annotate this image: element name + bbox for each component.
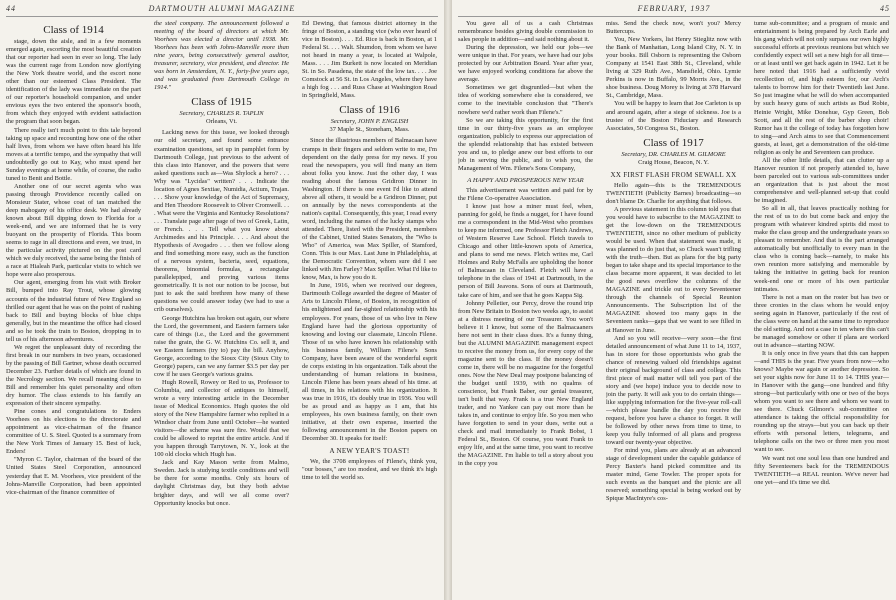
class-heading: Class of 1916 <box>339 104 400 117</box>
text-column <box>6 20 141 598</box>
paragraph: "Myron C. Taylor, chairman of the board of the United States Steel Corporation, announced yesterday that E. M. Voorhees, vice president of the Johns-Manville Corporation, had been appointed vice-chairman of the finance committee of <box>6 456 141 496</box>
class-secretary: Secretary, JOHN P. ENGLISH <box>330 118 409 126</box>
paragraph: It is only once in five years that this can happen—and THIS is the year. Five years from now—who knows? Maybe war again or another depression. So set your sights now for June 11 to 14. THIS year—in Hanover with the gang—one hundred and fifty strong—but particularly with one or two of the boys whom you want to see there and whom we want to see there. Chuck Gilmore's sub-committee on attendance is taking the official responsibility for rounding up the strays—but you can back up their efforts with personal letters, telegrams, and telephone calls on the two or three men you most want to see. <box>754 349 889 454</box>
paragraph: There really isn't much point to this tale beyond taking up space and recounting how one of the other half lives, from whom we have often heard his life moves at a terrific tempo, and the sympathy that will undoubtedly go out to Kay, who must spend her Sunday evenings at home while, of course, the radio tuned to Benit and Bottle. <box>6 126 141 182</box>
running-header <box>458 4 890 17</box>
text-column <box>302 20 437 598</box>
paragraph: For mind you, plans are already at an advanced stage of development under the capable guidance of Percy Baxter's hand picked committee and its master mind, Gene Towler. The proper spots for such events as the banquet and the picnic are all reserved; something special is being worked out by Spique MacIntyre's cos- <box>606 447 741 503</box>
paragraph: Another one of our secret agents who was passing through Providence recently called on Monsieur Stater, whose coat of tan matched the deep mahogany of his office desk. We had already known about Bill dipping down to Florida for a week-end, and we are informed that he is very buoyant on the prosperity of Florida. This boom seems to rage in all directions and even, we trust, in the particular activity pictured on the post card which we duly received, the same being the finish of a race at Hialeah Park, particular visits to which we hope were also prosperous. <box>6 182 141 279</box>
class-heading: Class of 1914 <box>43 24 104 36</box>
subheading: XX FIRST FLASH FROM SEWALL XX <box>610 170 737 179</box>
class-heading: Class of 1917 <box>643 136 704 149</box>
text-column <box>754 20 889 598</box>
page-number: 44 <box>6 4 16 13</box>
secretary-address: Orleans, Vt. <box>206 118 237 126</box>
paragraph: So we are taking this opportunity, for the first time in our thirty-five years as an employee organization, publicly to express our appreciation of the splendid relationship that has existed between you and us, to pledge anew our best efforts to our job in serving the public, and to wish you, the Management of Wm. Filene's Sons Company, <box>458 116 593 172</box>
class-secretary: Secretary, CHARLES R. TAPLIN <box>179 110 264 118</box>
paragraph: miss. Send the check now, won't you? Mercy Buttercups. <box>606 20 741 36</box>
paragraph: There is not a man on the roster but has two or three cronies in the class whom he would enjoy seeing again in Hanover, particularly if the rest of the class were on hand at the same time to reproduce the old setting. And not a case in ten where this can't be managed somehow or other if plans are worked out in advance—starting NOW. <box>754 293 889 349</box>
running-header <box>6 4 438 17</box>
paragraph: We regret the unpleasant duty of recording the first break in our numbers in two years, occasioned by the passing of Bill Gartner, whose death occurred December 23. Further details of which are found in the Necrology section. We recall meaning close to Bill and remember his quiet personality and often dry humor. The class extends to his family an expression of their sincere sympathy. <box>6 343 141 408</box>
paragraph: Ed Dewing, that famous district attorney in the fringe of Boston, a standing vice (who ever heard of vice in Boston). . . . Ed. Rice is back in Boston, at 1 Federal St. . . . Walt. Shumdon, from whom we have not heard in many a year, is located at Walpole, Mass. . . . Jim Burkett is now located on Meridian St. in So. Pasadena, the state of the low tax. . . . Joe Comstock at 56 St. in Los Angeles, where they have a high fog . . . and Russ Chase at Washington Road in Springfield, Mass. <box>302 20 437 100</box>
paragraph: stage, down the aisle, and in a few moments emerged again, escorting the most beautiful creation that our reporter had seen in ever so long. The lady was the current rage from London now glorifying the New York theatre world, and the escort none other than our esteemed Class President. The identification of the lady was immediate on the part of our reporter's household companion, and under envious eyes the two entered the sponsor's booth, from which they enjoyed with evident satisfaction the program that soon began. <box>6 38 141 126</box>
class-secretary: Secretary, DR. CHARLES M. GILMORE <box>621 150 726 158</box>
paragraph: All the other little details, that can clutter up a Hanover reunion if not properly attended to, have been parceled out to various sub-committees under an organization that is just about the most comprehensive and well-planned set-up that could be imagined. <box>754 156 889 205</box>
text-column <box>154 20 289 598</box>
paragraph: And so you will receive—very soon—the first detailed announcement of what June 11 to 14, 1937, has in store for those opportunists who grab the chance of renewing valued old friendships against their original background of class and college. This first piece of mail matter will tell you part of the story and (we hope) induce you to decide now to join the party. It will ask you to do certain things—like supplying information for the five-year roll-call—which please handle the day you receive the request, before you have a chance to forget. It will be followed by other news from time to time, to keep you fully informed of all plans and progress toward our twenty-year objective. <box>606 334 741 447</box>
paragraph: Lacking news for this issue, we looked through our old secretary, and found some entrance examination questions, set up in pamphlet form by Dartmouth College, just previous to the advent of this class into Hanover, and the powers that were asked questions such as—Was Shylock a hero? . . . Why was "Lycidas" written? . . . Indicate the location of Agnes Sextiae, Numidia, Actium, Trajan. . . . Show your knowledge of the Act of Supremacy, and Hen Theodore Roosevelt to Oliver Cromwell. . . . What were the Virginia and Kentucky Resolutions? . . . Translate page after page of two of Greek, Latin, or French. . . . Tell what you know about Archimedes and his Principle. . . . And about the Hypothesis of Avogadro . . . then we follow along and find something more easy, such as the function of a nervous system, bacteria, seed, equations, theorems, binomial formulas, a rectangular parallelepiped, and proving various items geometrically. It is not our notion to be jocose, but just to ask the said brethren how many of these questions we could answer today (we had to use a crib ourselves). <box>154 129 289 314</box>
running-title: DARTMOUTH ALUMNI MAGAZINE <box>148 4 296 13</box>
paragraph: You gave all of us a cash Christmas remembrance besides giving double commission to sales people in addition—and said nothing about it. <box>458 20 593 44</box>
paragraph: During the depression, we held our jobs—we were unique in that. For years, we have had our jobs protected by our Arbitration Board. Year after year, we have enjoyed working conditions far above the average. <box>458 44 593 84</box>
secretary-address: Craig House, Beacon, N. Y. <box>638 158 709 166</box>
page-number: 45 <box>880 4 890 13</box>
ad-heading: A HAPPY AND PROSPEROUS NEW YEAR <box>467 176 584 184</box>
subheading: A NEW YEAR'S TOAST! <box>329 447 410 456</box>
paragraph: Sometimes we get disgruntled—but when the idea of working somewhere else is considered, we come to the inevitable conclusion that "There's nowhere we'd rather work than Filene's." <box>458 84 593 116</box>
paragraph: tume sub-committee; and a program of music and entertainment is being prepared by Arch Earle and his gang which will not only surpass our own highly successful efforts at previous reunions but which we confidently expect will set a new high for all time—or at least until we get back again in 1942. Let it be here noted that 1916 had a sufficiently vivid recollection of, and high esteem for, our Arch's talents to borrow him for their Twentieth last June. So just imagine what he will do when accompanied by such heavy guns of such artists as Bud Robie, Heinie Wright, Mike Donehue, Gyp Green, Bob Scott, and all the rest of the barber shop choir! Rumor has it the college of today has forgotten how to sing—and Arch aims to see that Commencement guests, at least, get a demonstration of the old-time religion as only he and Seventeen can produce. <box>754 20 889 156</box>
paragraph: A previous statement in this column told you that you would have to subscribe to the MAGAZINE to get the low-down on the TREMENDOUS TWENTIETH, since no other medium of publicity would be used. When that statement was made, it was planned to do just that, so Chuck wasn't trifling with the truth—then. But as plans for the big party began to take shape and its special importance to the class became more apparent, it was decided to let the good news overflow the columns of the MAGAZINE and trickle out to every Seventeener through the channels of Special Reunion Announcements. The Subscription list of the MAGAZINE showed too many gaps in the Seventeen ranks—gaps that we want to see filled in at Hanover in June. <box>606 205 741 334</box>
paragraph: I know just how a miner must feel, when, panning for gold, he finds a nugget, for I have found me a correspondent in the Mid-West who promises to keep me informed, one Professor Fletch Andrews, of Western Reserve Law School. Fletch travels to Chicago and other little-known spots of America, and plans to send me news. Fletch writes me, Carl Holmes and Ruby McFalls are upholding the honor of Balmacaan in Cleveland. Fletch will have a telephone in the class of 1941 at Dartmouth, in the person of Bill Jeavons. Sons of ours at Dartmouth, take care of him, and see that he goes Kappa Sig. <box>458 202 593 299</box>
paragraph: So all in all, that leaves practically nothing for the rest of us to do but come back and enjoy the program with whatever kindred spirits did most to make the class group and the undergraduate years so pleasant to remember. And that is the part arranged automatically but unofficially to every man in the class who is coming back—namely, to make his own reunion more satisfying and memorable by taking the initiative in getting back for reunion week-end one or more of his own particular intimates. <box>754 205 889 293</box>
paragraph: Our agent, emerging from his visit with Broker Bill, bumped into Ray Trout, whose glowing accounts of the industrial future of New England so thrilled our agent that he was on the point of rushing back to Bill and buying blocks of blue chips generally, but in the meantime the office had closed and so he took the train to Boston, dropping in to tell us of his afternoon adventures. <box>6 279 141 343</box>
right-page <box>452 0 896 600</box>
paragraph: George Hutchins has broken out again, our where the Lord, the government, and Eastern farmers take care of things (i.e., the Lord and the government raise the grain, the G. W. Hutchins Co. sell it, and we Eastern farmers (try to) pay the bill. Anyhow, George, according to the Sioux City (Sioux City to George) papers, can we any farmer $3.5 per day per cow if he uses George's various grains. <box>154 314 289 378</box>
paragraph: Since the illustrious members of Balmacaan have cramps in their fingers and seldom write to me, I'm dependent on the daily press for my news. If you read the newspapers, you will find many an item about folks you know. Just the other day, I was reading about the famous Gridiron Dinner in Washington. If there is one event I'd like to attend above all others, it would be a Gridiron Dinner, put on annually by the news correspondents at the nation's capital. Consequently, this year, I read every word, including the names of the lucky stamps who attended. There, listed with the President, members of the Cabinet, United States Senators, the "Who is Who" of America, was Max Spiller, of Stamford, Conn. This is our Max. Last June in Philadelphia, at the Democratic Convention, whom sure did I see linked with Jim Farley? Max Spiller. What I'd like to know, Max, is how you do it. <box>302 137 437 282</box>
text-column <box>458 20 593 598</box>
paragraph: Pine cones and congratulations to Enders Voorhees on his elections to the directorate and appointment as vice-chairman of the finance committee of U. S. Steel. Quoted is a summary from the New York Times of January 15. Best of luck, Enders! <box>6 408 141 456</box>
paragraph: Jack and Kay Mason write from Malmo, Sweden. Jack is studying textile conditions and will be there for some months. Only six hours of daylight Christmas day, but they both advise brighter days, and will we all come over? Opportunity knocks but once. <box>154 459 289 507</box>
paragraph: We, the 3708 employees of Filene's, think you, "our bosses," are too modest, and we think it's high time to tell the world so. <box>302 458 437 482</box>
secretary-address: 37 Maple St., Stoneham, Mass. <box>329 126 410 134</box>
page-gutter <box>444 0 452 600</box>
paragraph: We want not one soul less than one hundred and fifty Seventeeners back for the TREMENDOUS TWENTIETH—a REAL reunion. We've never had one yet—and it's time we did. <box>754 454 889 486</box>
class-heading: Class of 1915 <box>191 96 252 109</box>
paragraph: the steel company. The announcement followed a meeting of the board of directors at which Mr. Voorhees was elected a director until 1938. Mr. Voorhees has been with Johns-Manville more than nine years, being consecutively general auditor, treasurer, secretary, vice president, and director. He was born in Amsterdam, N. Y., forty-five years ago, and was graduated from Dartmouth College in 1914." <box>154 20 289 92</box>
paragraph: This advertisement was written and paid for by the Filene Co-operative Association. <box>458 186 593 202</box>
paragraph: Hugh Rowell, Rowey or Red to us, Professor to Columbia, and collector of antiques to himself, wrote a very interesting article in the December issue of Medical Economics. Hugh quotes the old story of the New Hampshire farmer who replied in a Windsor chair from June until October—he wanted visitors—the scheme was sure fire. Would that we could be allowed to reprint the entire article. And if you happen through Tarrytown, N. Y., look at the 100 old clocks which Hugh has. <box>154 378 289 459</box>
paragraph: In June, 1916, when we received our degrees, Dartmouth College awarded the degree of Master of Arts to Lincoln Filene, of Boston, in recognition of his enlightened and far-sighted relationship with his employees. For years, those of us who live in New England have had the glorious opportunity of knowing and loving our classmate, Lincoln Filene. Those of us who have known his relationship with his business family, William Filene's Sons Company, have been aware of the wonderful esprit de corps existing in his organization. Talk about the understanding of human relations in business, Lincoln Filene has been years ahead of his time. at all times, in his relations with his organization. It was true in 1916, it's doubly true in 1936. You will be as proud and as happy as I am, that his employees, his own business family, on their own initiative, at their own expense, inserted the following announcement in the Boston papers on December 30. It speaks for itself: <box>302 282 437 443</box>
left-page <box>0 0 444 600</box>
paragraph: You, New Yorkers, list Henry Stieglitz now with the Bank of Manhattan, Long Island City, N. Y. in your books. Bill Osborn is representing the Osborn Company at 1541 East 38th St., Cleveland, while living at 329 Ruth Ave., Mansfield, Ohio. Lymie Perkins is now in Buffalo, 99 Morris Ave., in the shoe business. Doug Morey is living at 378 Harvard St., Cambridge, Mass. <box>606 36 741 100</box>
paragraph: Johnny Pelletier, our Percy, drove the round trip from New Britain to Boston two weeks ago, to assist at a distress meeting of our Treasurer. You won't believe it I know, but some of the Balmacaaners here not sent in their class dues. It's a funny thing, but the ALUMNI MAGAZINE management expect to receive the money from us, for every copy of the magazine sent to the class. If the money doesn't come in, there will be no magazine for the forgetful ones. Now the New Deal may postpone balancing of the budget until 1939, with no qualms of conscience, but Frank Baber, our genial treasurer, isn't built that way. Frank is a true New England trader, and no Yankee can pay out more than he takes in, and continue to enjoy life. So you men who have forgotten to send in your dues, write out a check and mail immediately to Frank Bobst, 1 Federal St., Boston. Of course, you want Frank to enjoy life, and at the same time, you want to receive the MAGAZINE. I'm liable to tell a story about you in the copy you <box>458 299 593 468</box>
text-column <box>606 20 741 598</box>
running-title: FEBRUARY, 1937 <box>637 4 711 13</box>
paragraph: You will be happy to learn that Joe Carleton is up and around again, after a siege of sickness. Joe is a trustee of the Boston Fiduciary and Research Associates, 50 Congress St., Boston. <box>606 100 741 132</box>
paragraph: Hello again—this is the TREMENDOUS TWENTIETH (Publicity Barnes) broadcasting—so don't blame Dr. Charlie for anything that follows. <box>606 181 741 205</box>
